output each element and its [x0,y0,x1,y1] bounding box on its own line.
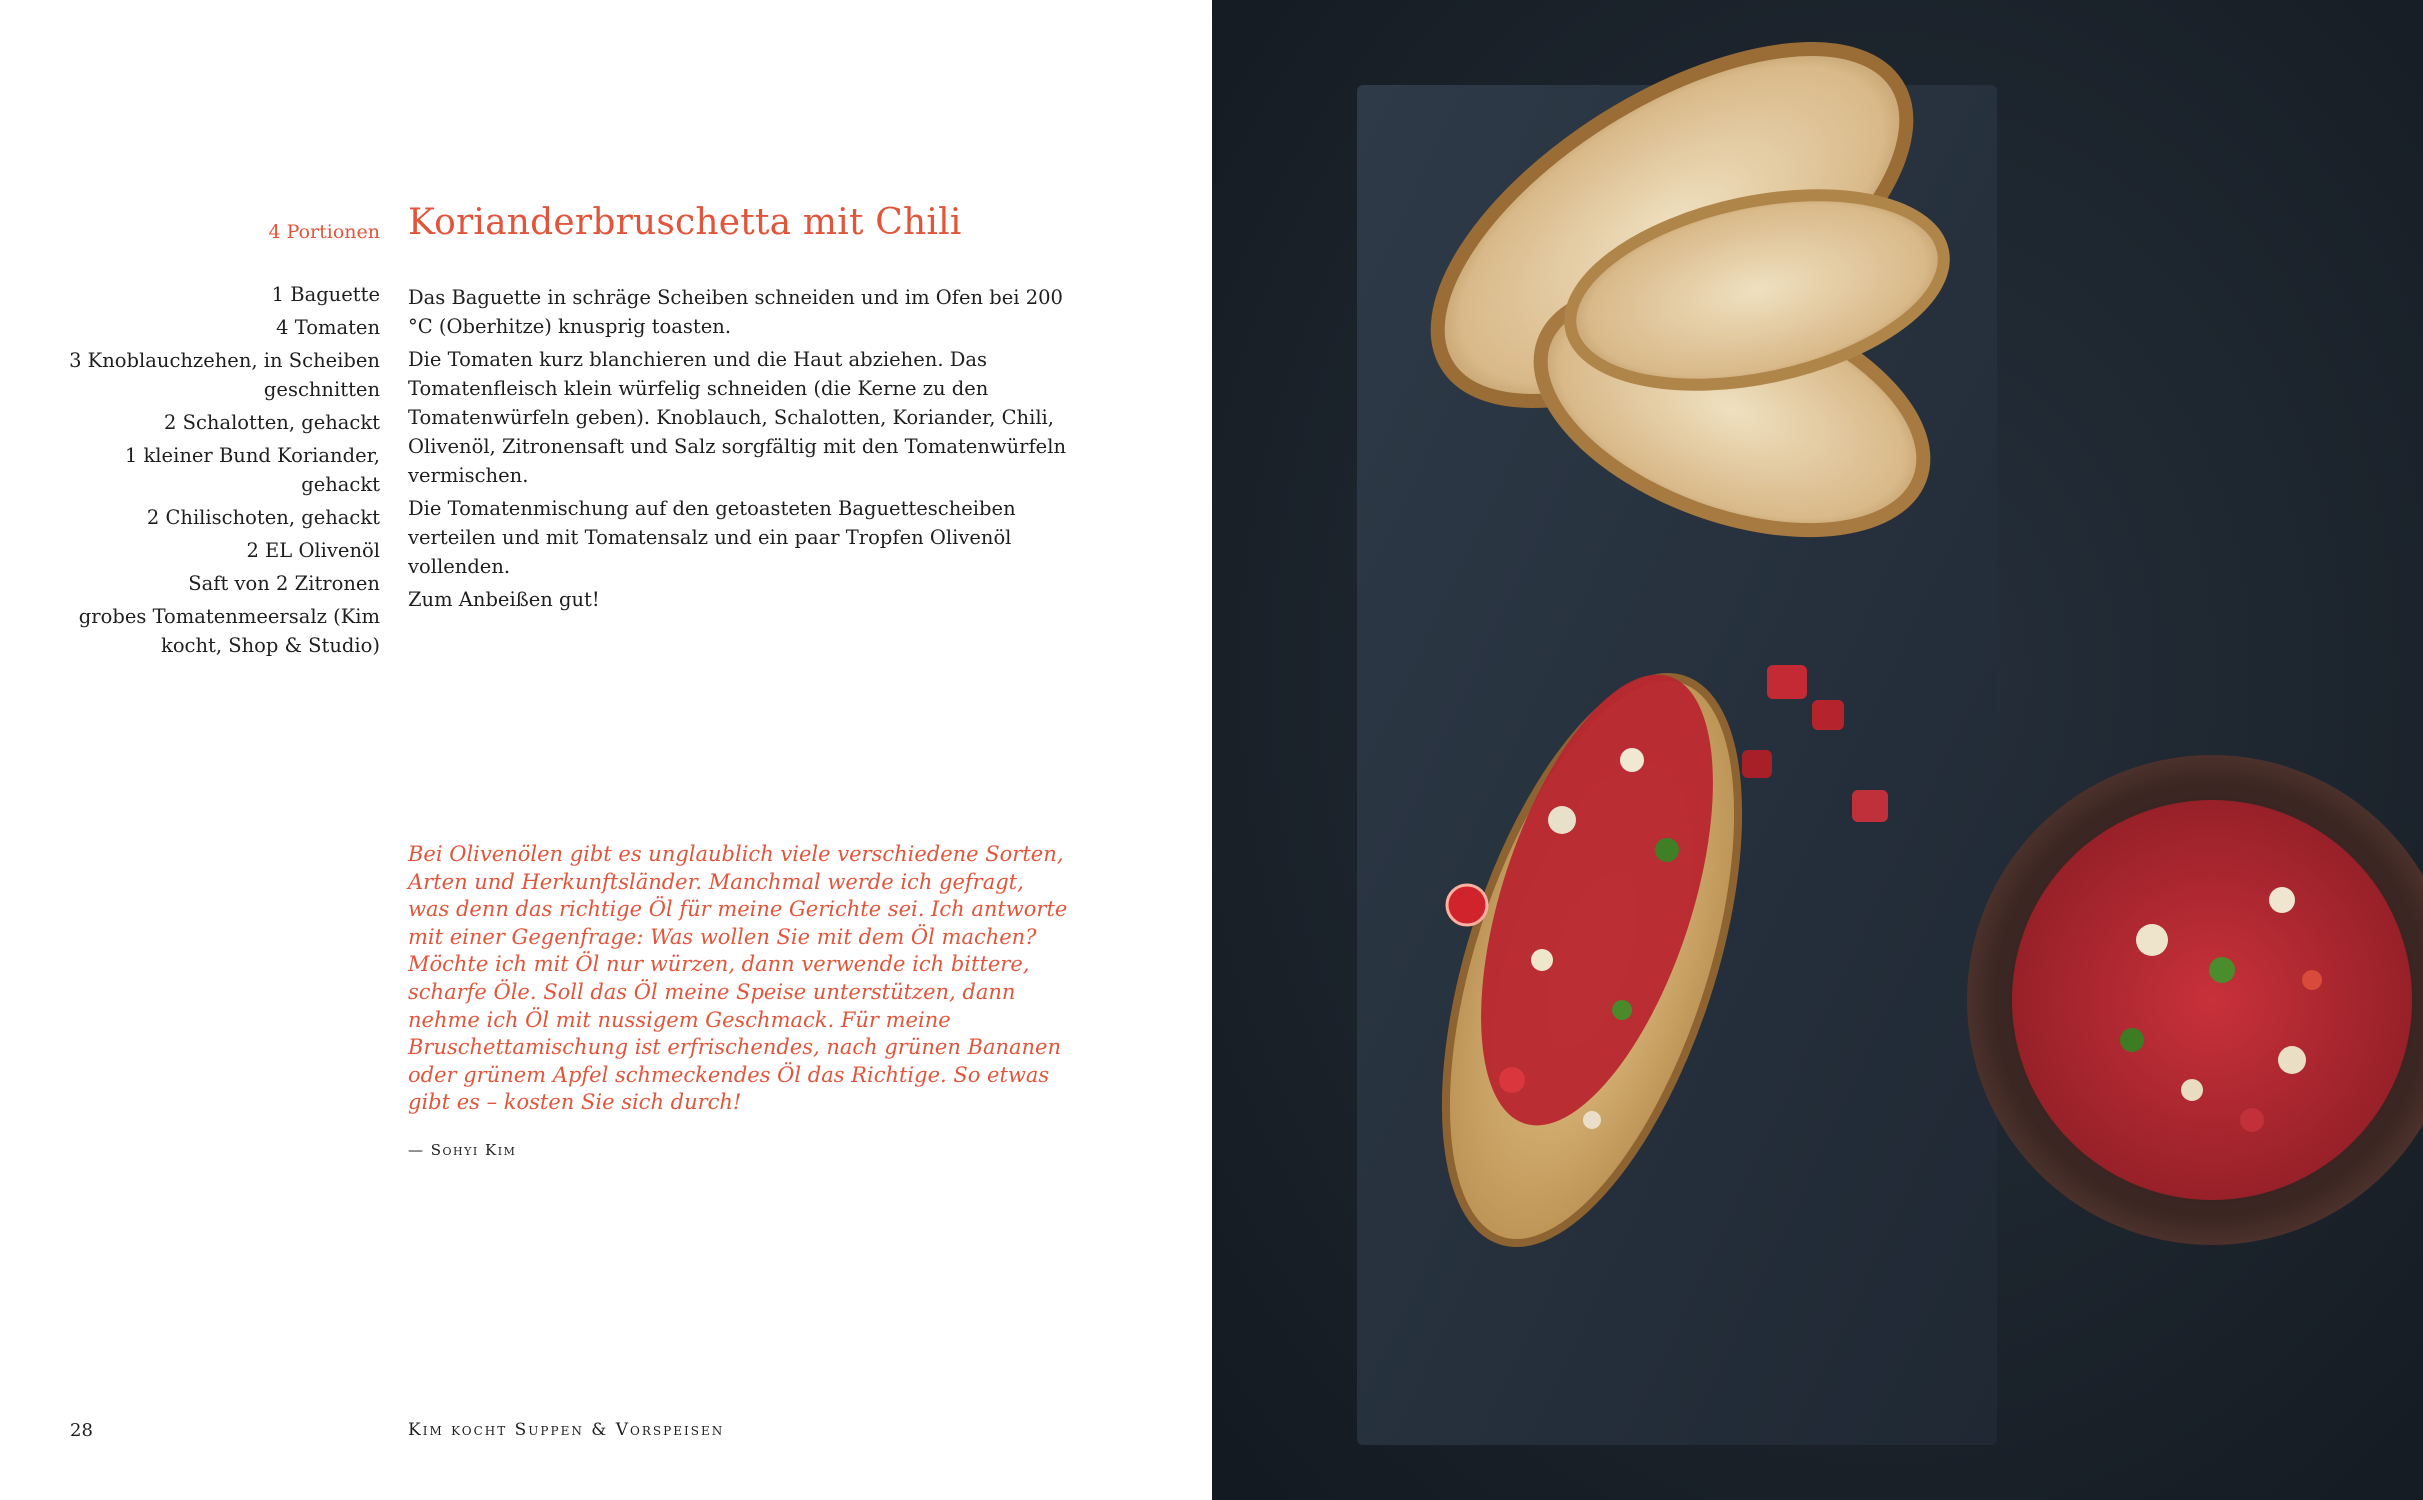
ingredient-item: 4 Tomaten [276,316,380,339]
instructions [408,283,1068,618]
bruschetta-illustration [1212,0,2423,1500]
page-number: 28 [70,1420,93,1441]
quote-author: — Sohyi Kim [408,1141,517,1159]
ingredient-list [60,280,380,664]
servings-label: 4 Portionen [268,221,380,243]
instruction-step: Die Tomatenmischung auf den getoasteten Baguettescheiben verteilen und mit Tomatensalz und ein paar Tropfen Olivenöl vollenden. [408,497,1016,578]
ingredient-item: 2 EL Olivenöl [246,539,380,562]
running-footer-title: Kim kocht Suppen & Vorspeisen [408,1420,725,1440]
ingredient-item: 1 Baguette [271,283,380,306]
ingredient-item: Saft von 2 Zitronen [188,572,380,595]
ingredient-item: 1 kleiner Bund Koriander, gehackt [124,444,380,496]
ingredient-item: 2 Schalotten, gehackt [164,411,380,434]
food-photo [1212,0,2423,1500]
ingredient-item: 2 Chilischoten, gehackt [146,506,380,529]
ingredient-item: 3 Knoblauchzehen, in Scheiben geschnitten [69,349,380,401]
instruction-step: Die Tomaten kurz blanchieren und die Haut abziehen. Das Tomatenfleisch klein würfelig schneiden (die Kerne zu den Tomatenwürfeln geben). Knoblauch, Schalotten, Koriander, Chili, Olivenöl, Zitronensaft und Salz sorgfältig mit den Tomatenwürfeln vermischen. [408,348,1067,487]
ingredient-item: grobes Tomatenmeersalz (Kim kocht, Shop & Studio) [78,605,380,657]
instruction-step: Das Baguette in schräge Scheiben schneiden und im Ofen bei 200 °C (Oberhitze) knusprig toasten. [408,286,1063,338]
instruction-step: Zum Anbeißen gut! [408,588,600,611]
recipe-title: Korianderbruschetta mit Chili [408,202,962,243]
chef-quote: Bei Olivenölen gibt es unglaublich viele verschiedene Sorten, Arten und Herkunftsländer. Manchmal werde ich gefragt, was denn das richtige Öl für meine Gerichte sei. Ich antworte mit einer Gegenfrage: Was wollen Sie mit dem Öl machen? Möchte ich mit Öl nur würzen, dann verwende ich bittere, scharfe Öle. Soll das Öl meine Speise unterstützen, dann nehme ich Öl mit nussigem Geschmack. Für meine Bruschettamischung ist erfrischendes, nach grünen Bananen oder grünem Apfel schmeckendes Öl das Richtige. So etwas gibt es – kosten Sie sich durch! [408,842,1068,1115]
